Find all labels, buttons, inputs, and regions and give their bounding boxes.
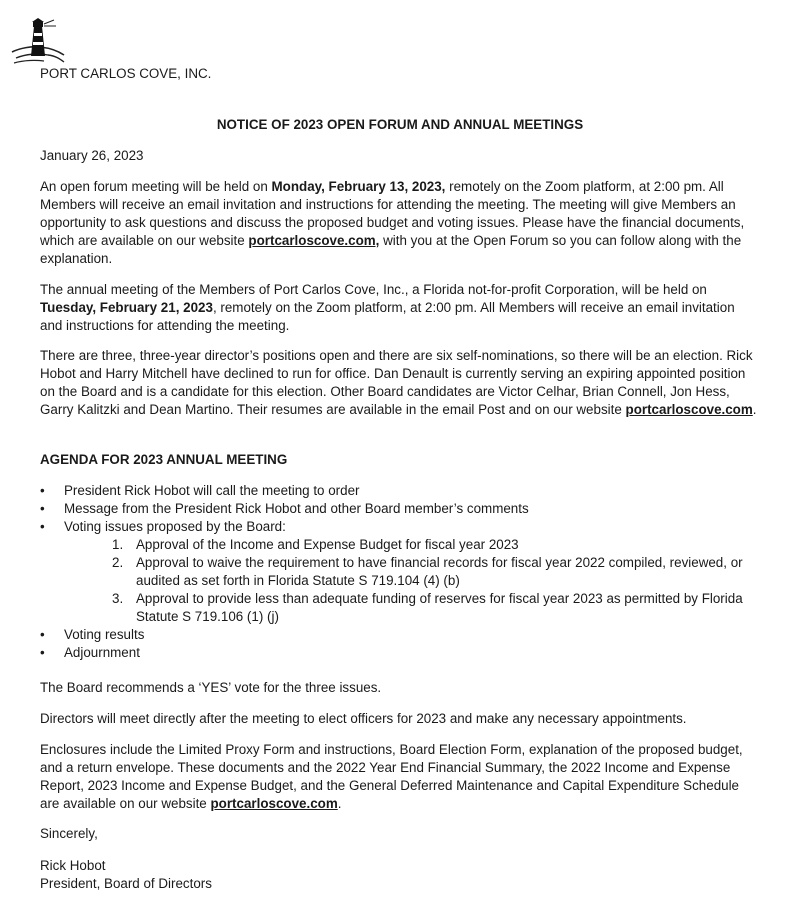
voting-issue: 3. Approval to provide less than adequate funding of reserves for fiscal year 2023 as permitted by Florida Statute S 719.106 (1) (j) bbox=[112, 591, 743, 624]
website-link[interactable]: portcarloscove.com, bbox=[248, 233, 380, 248]
forum-date: Monday, February 13, 2023, bbox=[271, 179, 446, 194]
directors-text: Directors will meet directly after the meeting to elect officers for 2023 and make any necessary appointments. bbox=[40, 711, 687, 726]
organization-name: PORT CARLOS COVE, INC. bbox=[40, 66, 212, 81]
annual-meeting-date: Tuesday, February 21, 2023 bbox=[40, 300, 213, 315]
voting-issues-list bbox=[64, 536, 760, 626]
website-link[interactable]: portcarloscove.com bbox=[210, 796, 338, 811]
agenda-item: • Adjournment bbox=[40, 644, 760, 662]
agenda-list bbox=[40, 482, 760, 662]
notice-date: January 26, 2023 bbox=[40, 148, 144, 163]
forum-paragraph: An open forum meeting will be held on Monday, February 13, 2023, remotely on the Zoom platform, at 2:00 pm. All Members will receive an email invitation and instructions for attending the meeting. The meeting will give Members an opportunity to ask questions and discuss the proposed budget and voting issues. Please have the financial documents, which are available on our website portcarloscove.com, with you at the Open Forum so you can follow along with the explanation. bbox=[40, 179, 745, 266]
notice-title: NOTICE OF 2023 OPEN FORUM AND ANNUAL MEETINGS bbox=[216, 117, 584, 132]
recommendation-text: The Board recommends a ‘YES’ vote for the three issues. bbox=[40, 680, 382, 695]
agenda-item: • Voting results bbox=[40, 626, 760, 644]
agenda-item: • Voting issues proposed by the Board: 1. Approval of the Income and Expense Budget for fiscal year 2023 2. Approval to waive the requirement to have financial records for fiscal year 2022 compiled, reviewed, or audited as set forth in Florida Statute S 719.104 (4) (b) 3. Approval to provide less than adequate funding of reserves for fiscal year 2023 as permitted by Florida Statute S 719.106 (1) (j) bbox=[40, 518, 760, 626]
annual-meeting-paragraph: The annual meeting of the Members of Port Carlos Cove, Inc., a Florida not-for-profit Corporation, will be held on Tuesday, February 21, 2023, remotely on the Zoom platform, at 2:00 pm. All Members will receive an email invitation and instructions for attending the meeting. bbox=[40, 282, 735, 333]
signer-name: Rick Hobot bbox=[40, 858, 106, 873]
election-paragraph: There are three, three-year director’s positions open and there are six self-nominations, so there will be an election. Rick Hobot and Harry Mitchell have declined to run for office. Dan Denault is currently serving an expiring appointed position on the Board and is a candidate for this election. Other Board candidates are Victor Celhar, Brian Connell, Jon Hess, Garry Kalitzki and Dean Martino. Their resumes are available in the email Post and on our website portcarloscove.com. bbox=[40, 348, 757, 417]
signer-title: President, Board of Directors bbox=[40, 876, 212, 891]
enclosures-paragraph: Enclosures include the Limited Proxy Form and instructions, Board Election Form, explanation of the proposed budget, and a return envelope. These documents and the 2022 Year End Financial Summary, the 2022 Income and Expense Report, 2023 Income and Expense Budget, and the General Deferred Maintenance and Capital Expenditure Schedule are available on our website portcarloscove.com. bbox=[40, 742, 743, 811]
agenda-heading: AGENDA FOR 2023 ANNUAL MEETING bbox=[40, 452, 288, 467]
voting-issue: 2. Approval to waive the requirement to have financial records for fiscal year 2022 compiled, reviewed, or audited as set forth in Florida Statute S 719.104 (4) (b) bbox=[112, 555, 743, 588]
agenda-item: • President Rick Hobot will call the meeting to order bbox=[40, 482, 760, 500]
closing: Sincerely, bbox=[40, 826, 98, 841]
agenda-item: • Message from the President Rick Hobot and other Board member’s comments bbox=[40, 500, 760, 518]
voting-issue: 1. Approval of the Income and Expense Budget for fiscal year 2023 bbox=[112, 537, 519, 552]
lighthouse-logo bbox=[10, 18, 66, 66]
website-link[interactable]: portcarloscove.com bbox=[625, 402, 753, 417]
